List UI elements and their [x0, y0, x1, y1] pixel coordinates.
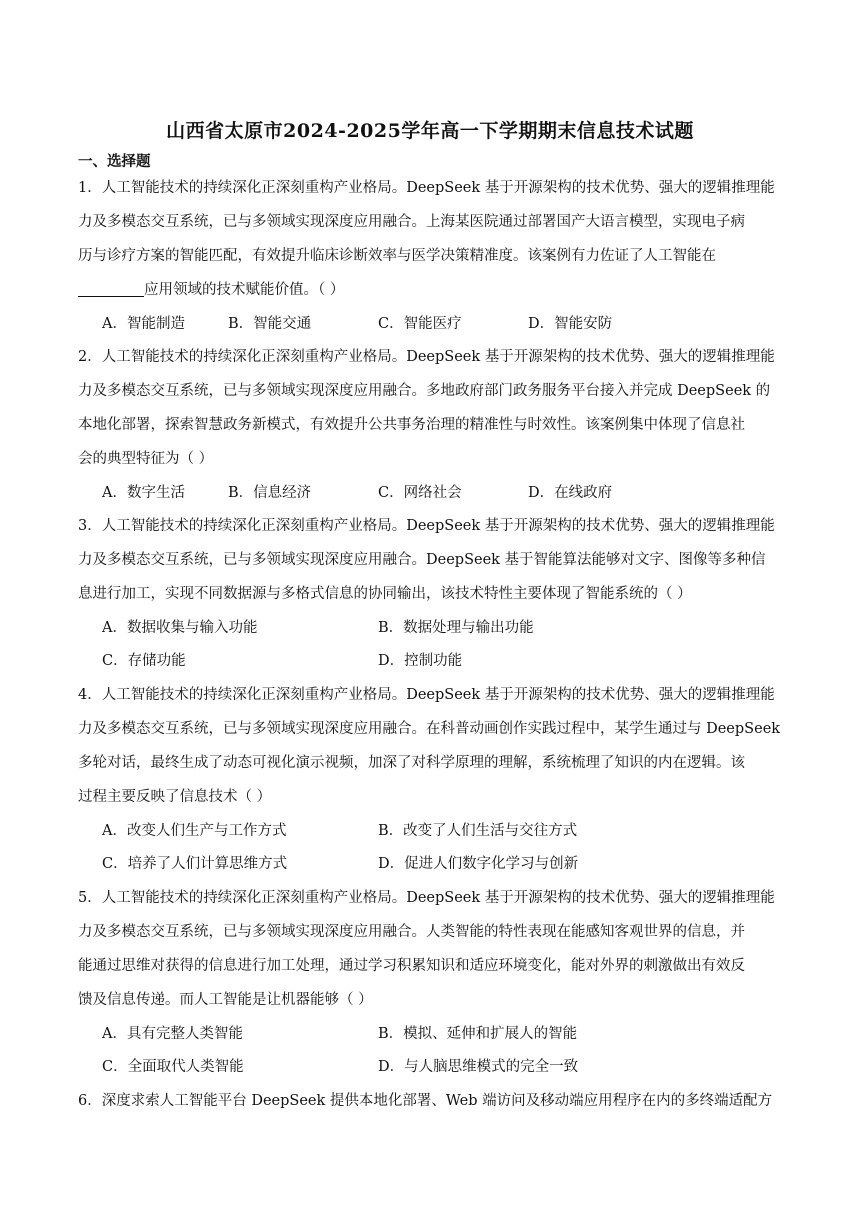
question-2: [78, 340, 784, 476]
section-heading: 一、选择题: [78, 153, 151, 170]
option-c[interactable]: C．智能医疗: [378, 316, 462, 332]
question-line: 能通过思维对获得的信息进行加工处理，通过学习积累知识和适应环境变化，能对外界的刺激做出有效反: [78, 958, 745, 974]
option-c[interactable]: C．培养了人们计算思维方式: [102, 856, 288, 872]
option-d[interactable]: D．在线政府: [528, 485, 613, 501]
question-line: 3．人工智能技术的持续深化正深刻重构产业格局。DeepSeek 基于开源架构的技术优势、强大的逻辑推理能: [78, 518, 775, 534]
option-c[interactable]: C．存储功能: [102, 653, 186, 669]
question-line: 历与诊疗方案的智能匹配，有效提升临床诊断效率与医学决策精准度。该案例有力佐证了人工智能在: [78, 248, 716, 264]
answer-blank: [78, 280, 144, 297]
question-line: 力及多模态交互系统，已与多领域实现深度应用融合。在科普动画创作实践过程中，某学生通过与 DeepSeek: [78, 721, 781, 737]
question-line: 馈及信息传递。而人工智能是让机器能够（ ）: [78, 992, 373, 1008]
question-line: 5．人工智能技术的持续深化正深刻重构产业格局。DeepSeek 基于开源架构的技术优势、强大的逻辑推理能: [78, 890, 775, 906]
option-b[interactable]: B．数据处理与输出功能: [378, 620, 534, 636]
question-line: 过程主要反映了信息技术（ ）: [78, 789, 272, 805]
option-a[interactable]: A．智能制造: [102, 316, 185, 332]
question-4: [78, 678, 784, 814]
question-5: [78, 881, 784, 1017]
option-b[interactable]: B．信息经济: [228, 485, 312, 501]
question-line: 多轮对话，最终生成了动态可视化演示视频，加深了对科学原理的理解，系统梳理了知识的内在逻辑。该: [78, 755, 745, 771]
question-line: 息进行加工，实现不同数据源与多格式信息的协同输出，该技术特性主要体现了智能系统的（ ）: [78, 586, 692, 602]
question-line: 力及多模态交互系统，已与多领域实现深度应用融合。人类智能的特性表现在能感知客观世界的信息，并: [78, 924, 745, 940]
question-line: 6．深度求索人工智能平台 DeepSeek 提供本地化部署、Web 端访问及移动端应用程序在内的多终端适配方: [78, 1093, 773, 1109]
question-line: 力及多模态交互系统，已与多领域实现深度应用融合。DeepSeek 基于智能算法能够对文字、图像等多种信: [78, 552, 766, 568]
option-b[interactable]: B．模拟、延伸和扩展人的智能: [378, 1026, 578, 1042]
question-line: 力及多模态交互系统，已与多领域实现深度应用融合。上海某医院通过部署国产大语言模型，实现电子病: [78, 214, 745, 230]
option-a[interactable]: A．数据收集与输入功能: [102, 620, 258, 636]
question-line: 会的典型特征为（ ）: [78, 451, 214, 467]
option-b[interactable]: B．改变了人们生活与交往方式: [378, 823, 578, 839]
option-d[interactable]: D．智能安防: [528, 316, 613, 332]
option-b[interactable]: B．智能交通: [228, 316, 312, 332]
question-1: [78, 171, 784, 307]
question-line: 4．人工智能技术的持续深化正深刻重构产业格局。DeepSeek 基于开源架构的技术优势、强大的逻辑推理能: [78, 687, 775, 703]
question-line: 2．人工智能技术的持续深化正深刻重构产业格局。DeepSeek 基于开源架构的技术优势、强大的逻辑推理能: [78, 349, 775, 365]
option-a[interactable]: A．数字生活: [102, 485, 185, 501]
question-line-with-blank: 应用领域的技术赋能价值。（ ）: [78, 273, 784, 307]
question-line: 力及多模态交互系统，已与多领域实现深度应用融合。多地政府部门政务服务平台接入并完成 DeepSeek 的: [78, 383, 771, 399]
page-title: 山西省太原市2024-2025学年高一下学期期末信息技术试题: [166, 120, 694, 142]
question-3: [78, 509, 784, 611]
question-line: 1．人工智能技术的持续深化正深刻重构产业格局。DeepSeek 基于开源架构的技术优势、强大的逻辑推理能: [78, 180, 775, 196]
question-line: 本地化部署，探索智慧政务新模式，有效提升公共事务治理的精准性与时效性。该案例集中体现了信息社: [78, 417, 745, 433]
option-d[interactable]: D．控制功能: [378, 653, 463, 669]
option-d[interactable]: D．与人脑思维模式的完全一致: [378, 1059, 579, 1075]
option-c[interactable]: C．全面取代人类智能: [102, 1059, 244, 1075]
option-d[interactable]: D．促进人们数字化学习与创新: [378, 856, 579, 872]
option-c[interactable]: C．网络社会: [378, 485, 462, 501]
question-6: [78, 1084, 784, 1118]
option-a[interactable]: A．具有完整人类智能: [102, 1026, 243, 1042]
option-a[interactable]: A．改变人们生产与工作方式: [102, 823, 287, 839]
